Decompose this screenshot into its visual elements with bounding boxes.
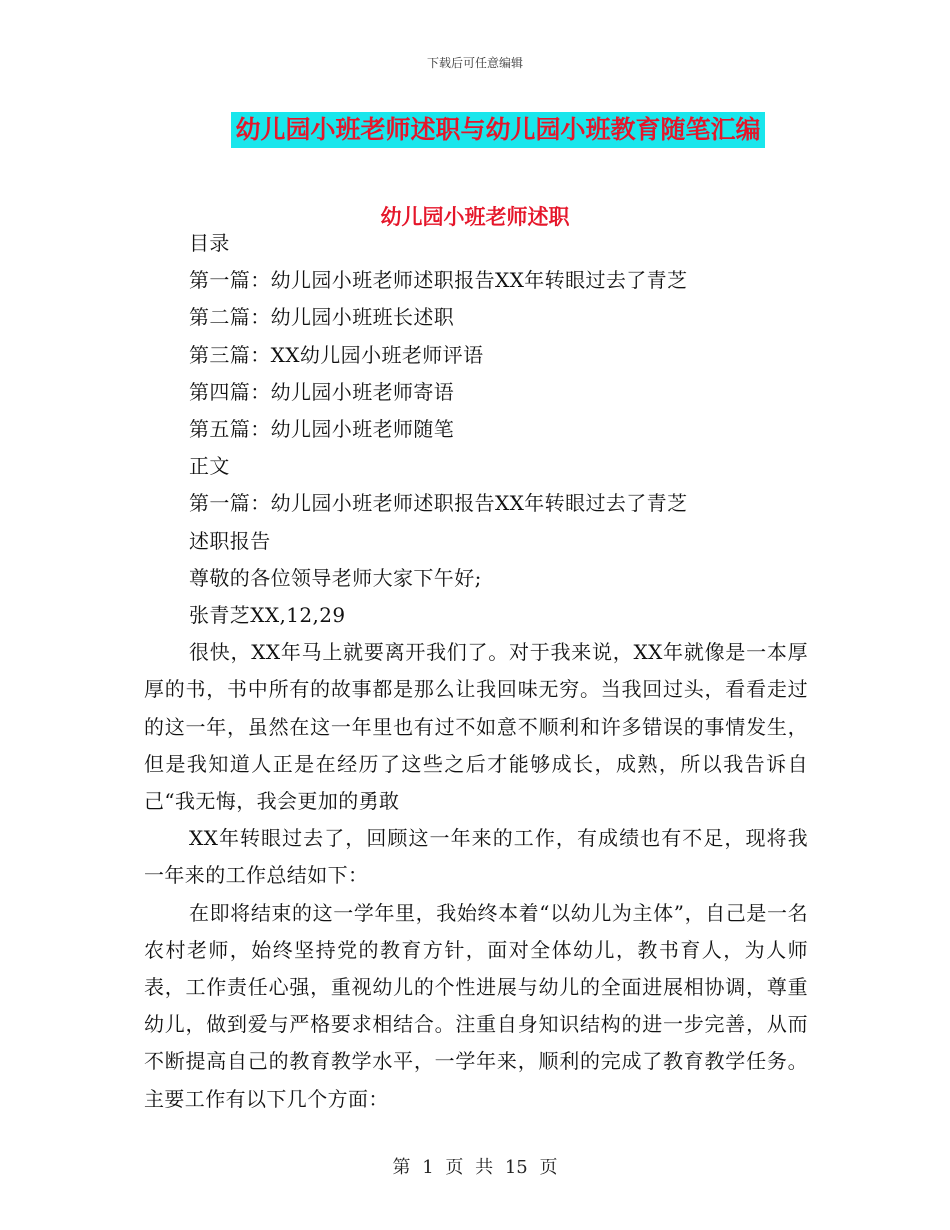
toc-item: 第一篇：幼儿园小班老师述职报告XX年转眼过去了青芝 [189, 268, 688, 293]
body-paragraph: XX年转眼过去了，回顾这一年来的工作，有成绩也有不足，现将我一年来的工作总结如下： [144, 826, 808, 888]
body-label: 正文 [189, 454, 230, 479]
document-body [144, 225, 808, 1118]
toc-item: 第四篇：幼儿园小班老师寄语 [189, 379, 455, 404]
document-title: 幼儿园小班老师述职与幼儿园小班教育随笔汇编 [231, 112, 764, 148]
greeting: 尊敬的各位领导老师大家下午好; [189, 565, 482, 590]
toc-item: 第三篇：XX幼儿园小班老师评语 [189, 342, 484, 367]
toc-item: 第五篇：幼儿园小班老师随笔 [189, 417, 455, 442]
article-heading: 第一篇：幼儿园小班老师述职报告XX年转眼过去了青芝 [189, 491, 688, 516]
toc-item: 第二篇：幼儿园小班班长述职 [189, 305, 455, 330]
report-label: 述职报告 [189, 528, 271, 553]
signature: 张青芝XX,12,29 [189, 603, 346, 628]
toc-label: 目录 [189, 231, 230, 255]
page-number: 第 1 页 共 15 页 [392, 1157, 558, 1178]
section-title: 幼儿园小班老师述职 [380, 204, 570, 229]
body-paragraph: 很快，XX年马上就要离开我们了。对于我来说，XX年就像是一本厚厚的书，书中所有的故事都是那么让我回味无穷。当我回过头，看看走过的这一年，虽然在这一年里也有过不如意不顺利和许多错误的事情发生，但是我知道人正是在经历了这些之后才能够成长，成熟，所以我告诉自己“我无悔，我会更加的勇敢 [144, 640, 808, 814]
page-header-note: 下载后可任意编辑 [426, 56, 523, 70]
body-paragraph: 在即将结束的这一学年里，我始终本着“以幼儿为主体”，自己是一名农村老师，始终坚持党的教育方针，面对全体幼儿，教书育人，为人师表，工作责任心强，重视幼儿的个性进展与幼儿的全面进展相协调，尊重幼儿，做到爱与严格要求相结合。注重自身知识结构的进一步完善，从而不断提高自己的教育教学水平，一学年来，顺利的完成了教育教学任务。主要工作有以下几个方面： [144, 900, 808, 1111]
document-title-wrapper [0, 112, 950, 148]
